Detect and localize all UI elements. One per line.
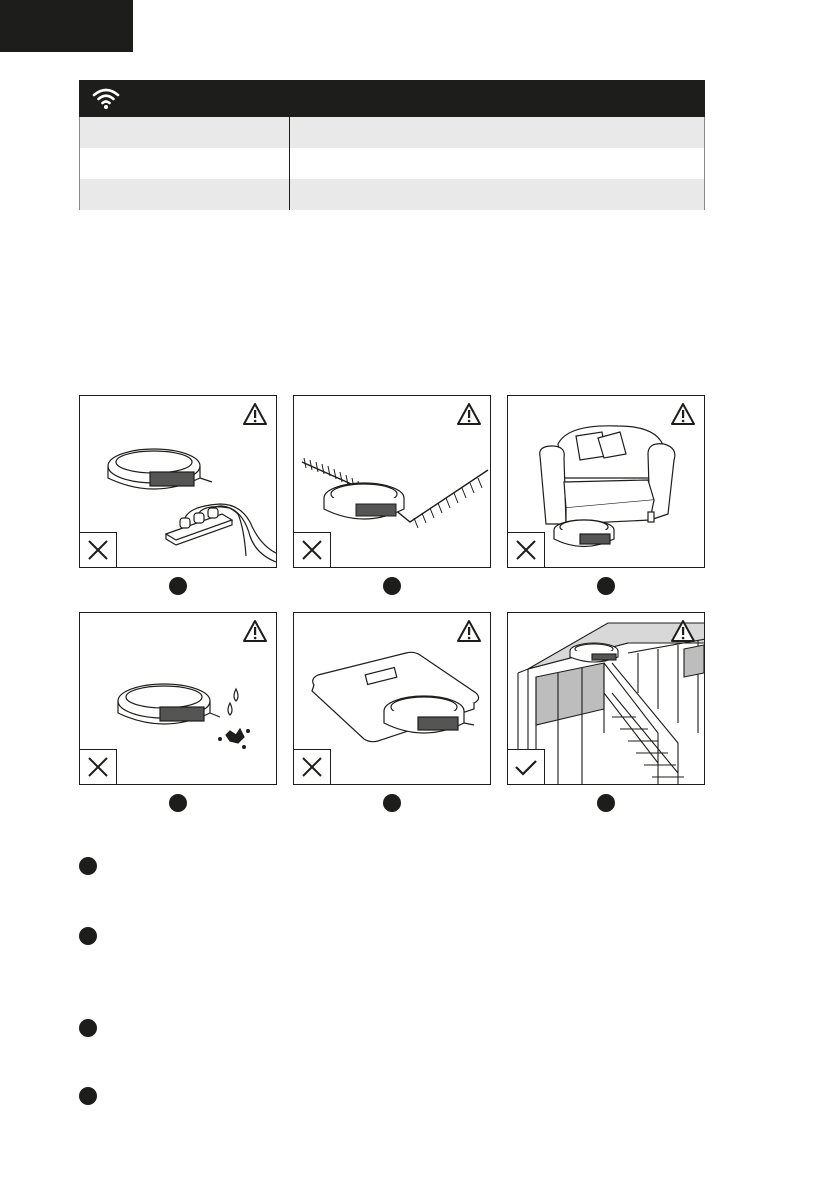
list-marker-1 xyxy=(79,857,97,875)
verdict-box xyxy=(508,749,545,784)
column-divider xyxy=(289,117,290,210)
illustration-panel-2 xyxy=(293,395,491,568)
panel-marker-6 xyxy=(597,794,615,812)
spec-table-header xyxy=(79,80,705,117)
list-marker-2 xyxy=(79,927,97,945)
cross-icon xyxy=(86,538,110,562)
table-row xyxy=(79,148,705,179)
cross-icon xyxy=(300,538,324,562)
illustration-panel-3 xyxy=(507,395,705,568)
warning-icon xyxy=(456,402,482,426)
verdict-box xyxy=(294,749,331,784)
illustration-panel-6 xyxy=(507,612,705,785)
table-row xyxy=(79,179,705,210)
table-edge xyxy=(704,117,705,210)
cross-icon xyxy=(514,538,538,562)
panel-marker-3 xyxy=(597,577,615,595)
illustration-panel-1 xyxy=(79,395,277,568)
check-icon xyxy=(514,755,538,779)
spec-table xyxy=(79,80,705,210)
verdict-box xyxy=(80,532,117,567)
verdict-box xyxy=(294,532,331,567)
cross-icon xyxy=(300,755,324,779)
table-edge xyxy=(79,117,80,210)
warning-icon xyxy=(670,619,696,643)
panel-marker-2 xyxy=(383,577,401,595)
panel-marker-5 xyxy=(383,794,401,812)
warning-icon xyxy=(242,402,268,426)
verdict-box xyxy=(508,532,545,567)
list-marker-3 xyxy=(79,1019,97,1037)
panel-marker-1 xyxy=(169,577,187,595)
cross-icon xyxy=(86,755,110,779)
section-tab xyxy=(0,0,133,52)
panel-marker-4 xyxy=(169,794,187,812)
illustration-panel-4 xyxy=(79,612,277,785)
warning-icon xyxy=(456,619,482,643)
wifi-icon xyxy=(91,86,121,110)
illustration-panel-5 xyxy=(293,612,491,785)
verdict-box xyxy=(80,749,117,784)
table-row xyxy=(79,117,705,148)
warning-icon xyxy=(242,619,268,643)
warning-icon xyxy=(670,402,696,426)
list-marker-4 xyxy=(79,1087,97,1105)
